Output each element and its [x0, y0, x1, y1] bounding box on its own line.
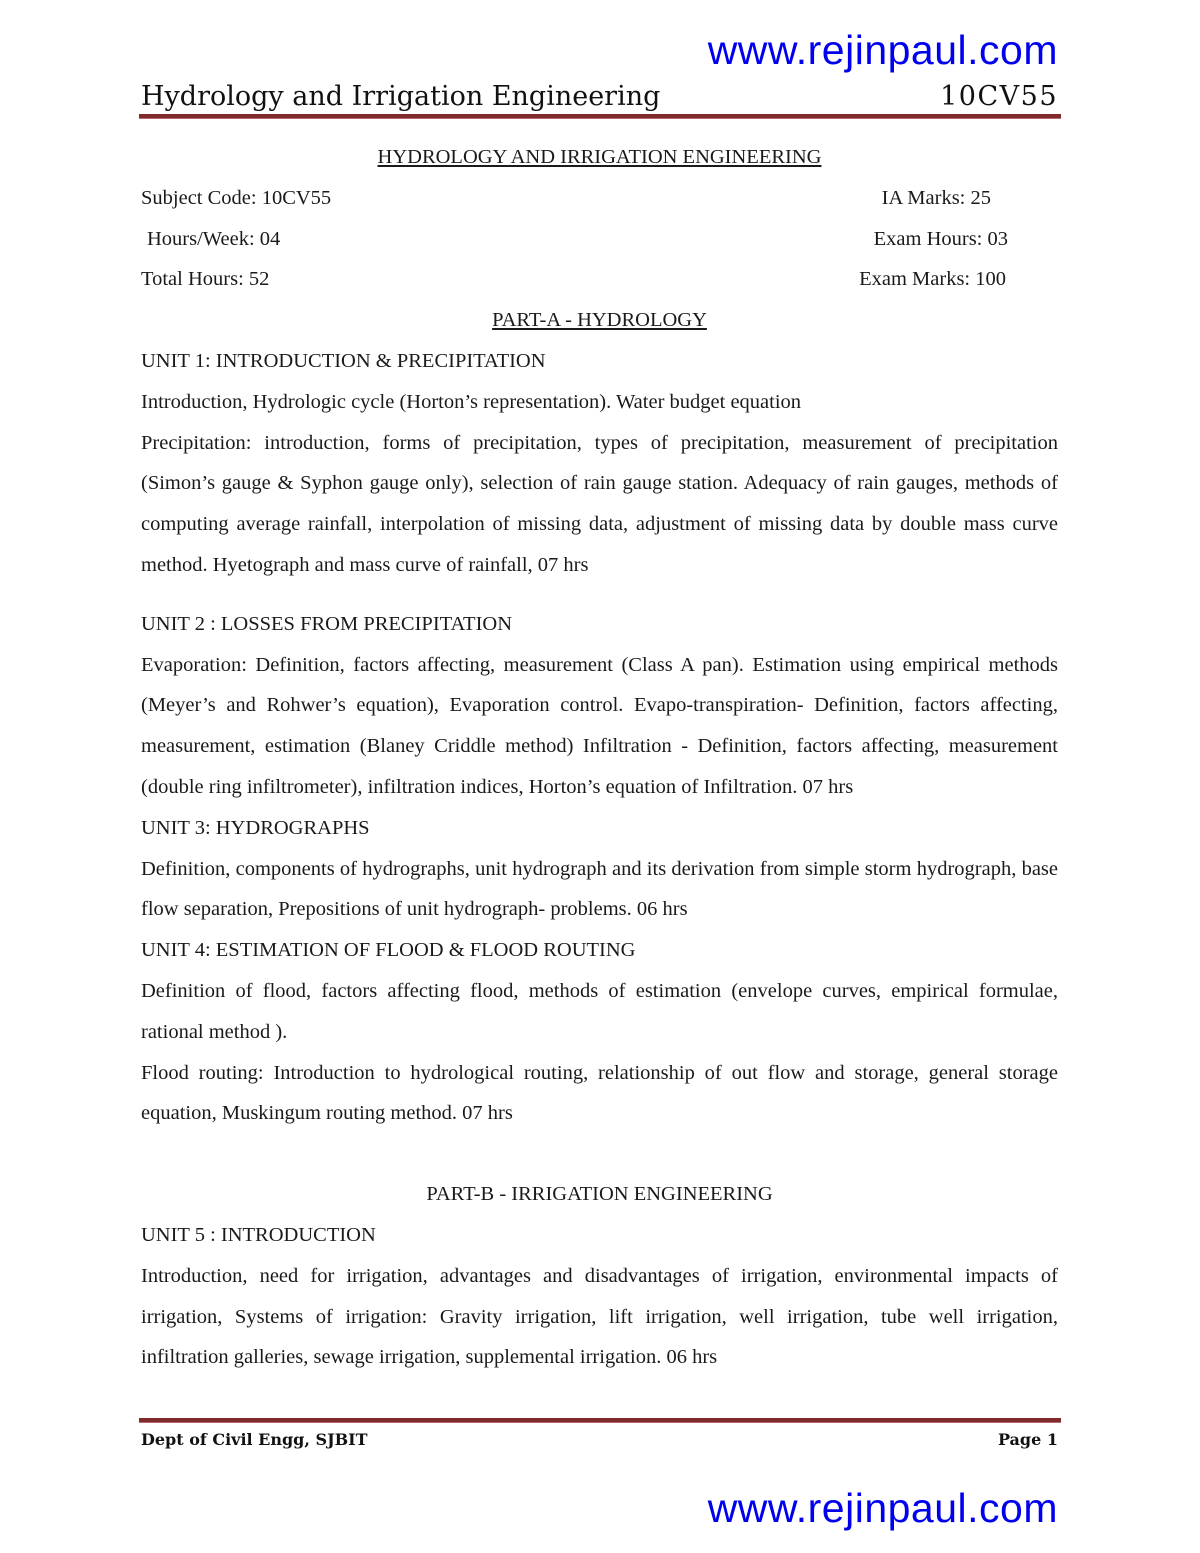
part-a-heading: PART-A - HYDROLOGY — [492, 309, 707, 332]
meta-row-3 — [141, 259, 1058, 300]
header-title: Hydrology and Irrigation Engineering — [141, 81, 661, 112]
unit-3-paragraph-1: Definition, components of hydrographs, unit hydrograph and its derivation from simple storm hydrograph, base flow separation, Prepositions of unit hydrograph- problems. 06 hrs — [141, 857, 1058, 921]
unit-1-paragraph-1: Introduction, Hydrologic cycle (Horton’s representation). Water budget equation — [141, 390, 802, 413]
document-title: HYDROLOGY AND IRRIGATION ENGINEERING — [377, 146, 822, 168]
watermark-link-top[interactable]: www.rejinpaul.com — [707, 27, 1058, 73]
header-rule — [139, 114, 1061, 119]
unit-2-paragraph-1: Evaporation: Definition, factors affecting, measurement (Class A pan). Estimation using empirical methods (Meyer’s and Rohwer’s equation), Evaporation control. Evapo-transpiration- Definition, factors affecting, measurement, estimation (Blaney Criddle method) Infiltration - Definition, factors affecting, measurement (double ring infiltrometer), infiltration indices, Horton’s equation of Infiltration. 07 hrs — [141, 653, 1058, 798]
unit-3-heading: UNIT 3: HYDROGRAPHS — [141, 816, 370, 839]
footer-rule — [139, 1418, 1061, 1423]
page-number: Page 1 — [997, 1430, 1058, 1449]
unit-1-heading: UNIT 1: INTRODUCTION & PRECIPITATION — [141, 349, 546, 372]
ia-marks: IA Marks: 25 — [881, 186, 991, 209]
unit-4-paragraph-1: Definition of flood, factors affecting flood, methods of estimation (envelope curves, empirical formulae, rational method ). — [141, 979, 1058, 1043]
page-header — [141, 72, 1058, 112]
meta-row-1 — [141, 178, 1058, 219]
spacer — [141, 1134, 1058, 1174]
unit-4-paragraph-2: Flood routing: Introduction to hydrological routing, relationship of out flow and storage, general storage equation, Muskingum routing method. 07 hrs — [141, 1061, 1058, 1125]
meta-row-2 — [141, 219, 1058, 260]
page-footer — [141, 1430, 1058, 1449]
unit-1-paragraph-2: Precipitation: introduction, forms of precipitation, types of precipitation, measurement of precipitation (Simon’s gauge & Syphon gauge only), selection of rain gauge station. Adequacy of rain gauges, methods of computing average rainfall, interpolation of missing data, adjustment of missing data by double mass curve method. Hyetograph and mass curve of rainfall, 07 hrs — [141, 431, 1058, 576]
unit-2-heading: UNIT 2 : LOSSES FROM PRECIPITATION — [141, 612, 513, 635]
unit-5-paragraph-1: Introduction, need for irrigation, advantages and disadvantages of irrigation, environmental impacts of irrigation, Systems of irrigation: Gravity irrigation, lift irrigation, well irrigation, tube well irrigation, infiltration galleries, sewage irrigation, supplemental irrigation. 06 hrs — [141, 1264, 1058, 1369]
document-body — [141, 137, 1058, 1378]
watermark-link-bottom[interactable]: www.rejinpaul.com — [707, 1485, 1058, 1531]
subject-code: Subject Code: 10CV55 — [141, 186, 332, 209]
hours-week: Hours/Week: 04 — [147, 227, 281, 250]
header-code: 10CV55 — [940, 81, 1058, 112]
exam-hours: Exam Hours: 03 — [873, 227, 1008, 250]
spacer — [141, 586, 1058, 604]
footer-dept: Dept of Civil Engg, SJBIT — [141, 1430, 368, 1449]
exam-marks: Exam Marks: 100 — [859, 268, 1006, 291]
total-hours: Total Hours: 52 — [141, 268, 270, 291]
unit-5-heading: UNIT 5 : INTRODUCTION — [141, 1223, 376, 1246]
unit-4-heading: UNIT 4: ESTIMATION OF FLOOD & FLOOD ROUTING — [141, 939, 636, 962]
part-b-heading: PART-B - IRRIGATION ENGINEERING — [426, 1183, 773, 1206]
